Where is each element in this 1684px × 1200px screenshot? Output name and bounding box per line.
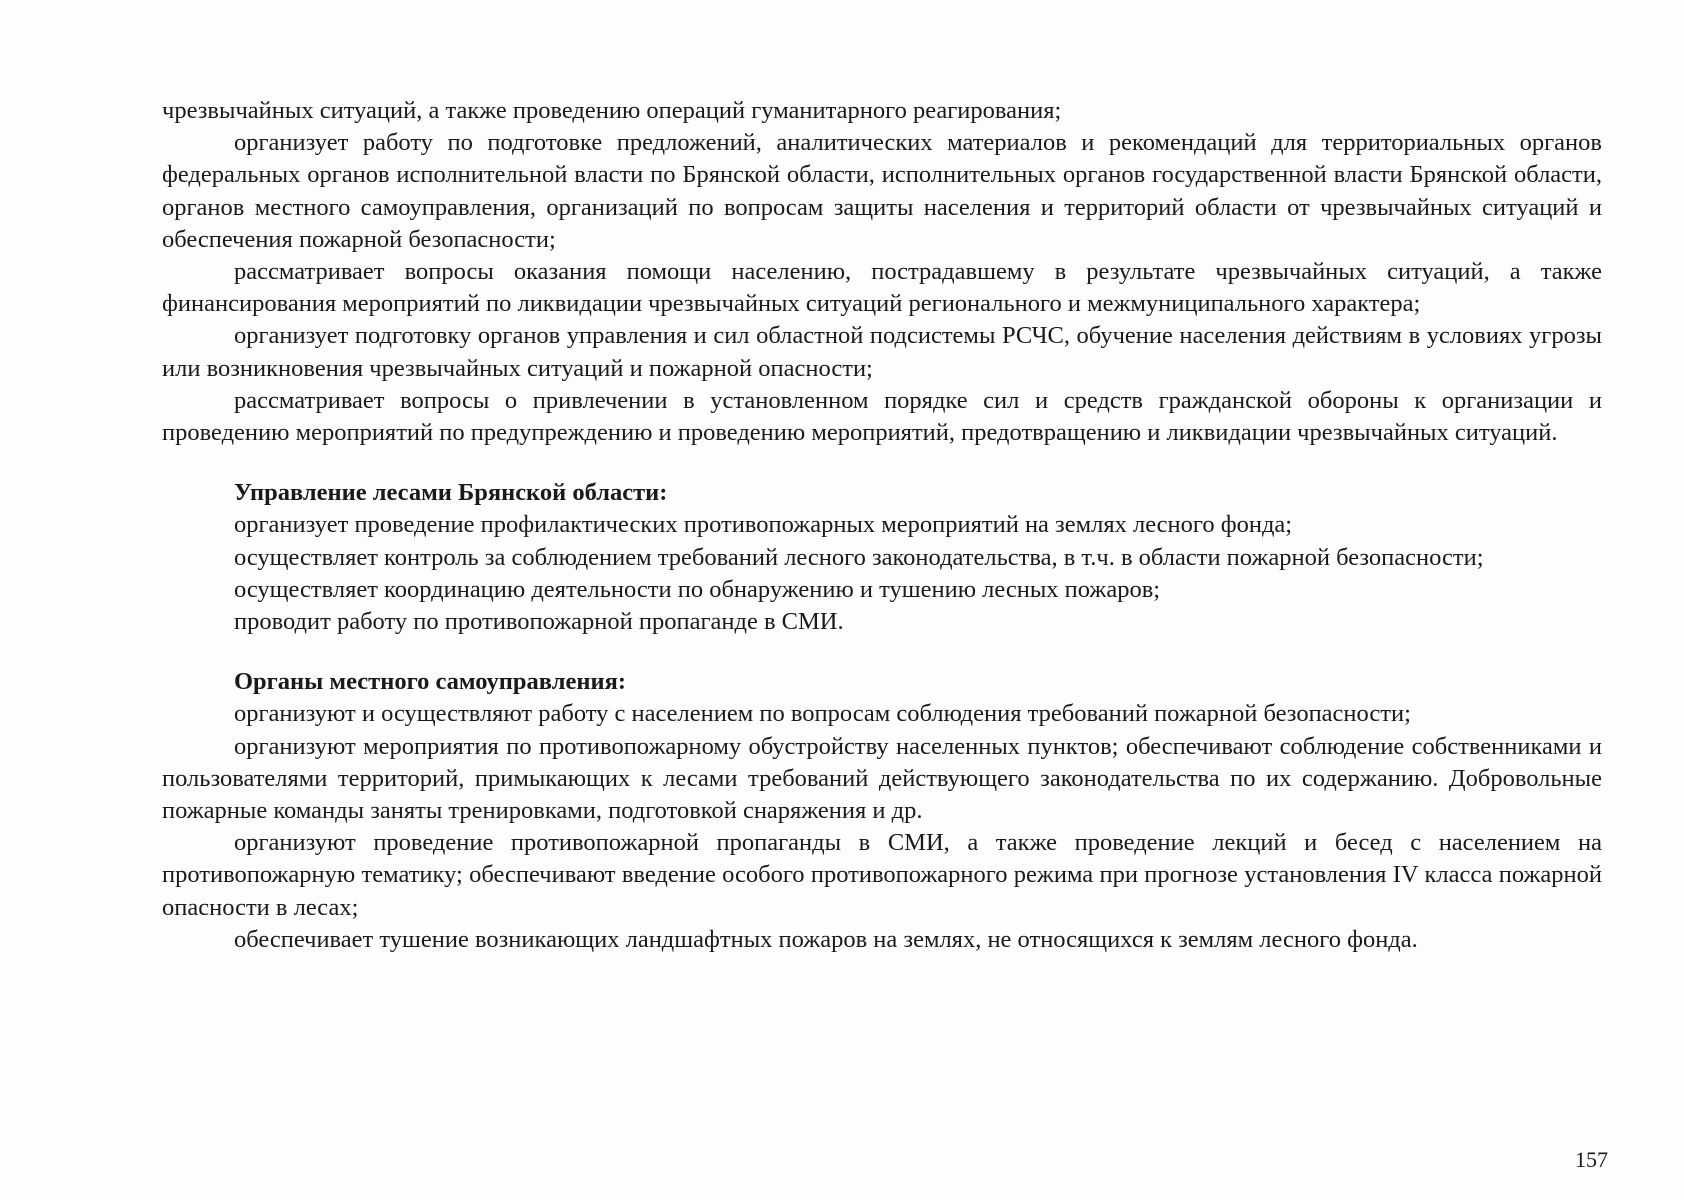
page-number: 157 — [1575, 1147, 1608, 1172]
paragraph: организуют мероприятия по противопожарному обустройству населенных пунктов; обеспечивают соблюдение собственниками и пользователями территорий, примыкающих к лесами требований действующего законодательства по их содержанию. Добровольные пожарные команды заняты тренировками, подготовкой снаряжения и др. — [162, 732, 1602, 825]
section-heading-local-government: Органы местного самоуправления: — [234, 668, 626, 696]
paragraph: организует проведение профилактических противопожарных мероприятий на землях лесного фонда; — [234, 511, 1293, 539]
paragraph: обеспечивает тушение возникающих ландшафтных пожаров на землях, не относящихся к землям лесного фонда. — [234, 925, 1418, 953]
paragraph: рассматривает вопросы оказания помощи населению, пострадавшему в результате чрезвычайных ситуаций, а также финансирования мероприятий по ликвидации чрезвычайных ситуаций регионального и межмуниципального характера; — [162, 258, 1602, 318]
section-spacer — [162, 638, 1602, 666]
paragraph: проводит работу по противопожарной пропаганде в СМИ. — [234, 608, 844, 636]
section-heading-forestry: Управление лесами Брянской области: — [234, 479, 668, 507]
paragraph-continuation: чрезвычайных ситуаций, а также проведению операций гуманитарного реагирования; — [162, 97, 1062, 124]
document-body — [162, 95, 1602, 956]
paragraph: организуют и осуществляют работу с населением по вопросам соблюдения требований пожарной безопасности; — [234, 700, 1411, 728]
paragraph: организуют проведение противопожарной пропаганды в СМИ, а также проведение лекций и бесед с населением на противопожарную тематику; обеспечивают введение особого противопожарного режима при прогнозе установления IV класса пожарной опасности в лесах; — [162, 829, 1602, 921]
paragraph: организует работу по подготовке предложений, аналитических материалов и рекомендаций для территориальных органов федеральных органов исполнительной власти по Брянской области, исполнительных органов государственной власти Брянской области, органов местного самоуправления, организаций по вопросам защиты населения и территорий области от чрезвычайных ситуаций и обеспечения пожарной безопасности; — [162, 129, 1602, 253]
section-spacer — [162, 449, 1602, 477]
paragraph: организует подготовку органов управления и сил областной подсистемы РСЧС, обучение населения действиям в условиях угрозы или возникновения чрезвычайных ситуаций и пожарной опасности; — [162, 322, 1602, 382]
paragraph: рассматривает вопросы о привлечении в установленном порядке сил и средств гражданской обороны к организации и проведению мероприятий по предупреждению и проведению мероприятий, предотвращению и ликвидации чрезвычайных ситуаций. — [162, 386, 1602, 447]
paragraph: осуществляет контроль за соблюдением требований лесного законодательства, в т.ч. в области пожарной безопасности; — [234, 543, 1484, 571]
paragraph: осуществляет координацию деятельности по обнаружению и тушению лесных пожаров; — [234, 575, 1161, 603]
